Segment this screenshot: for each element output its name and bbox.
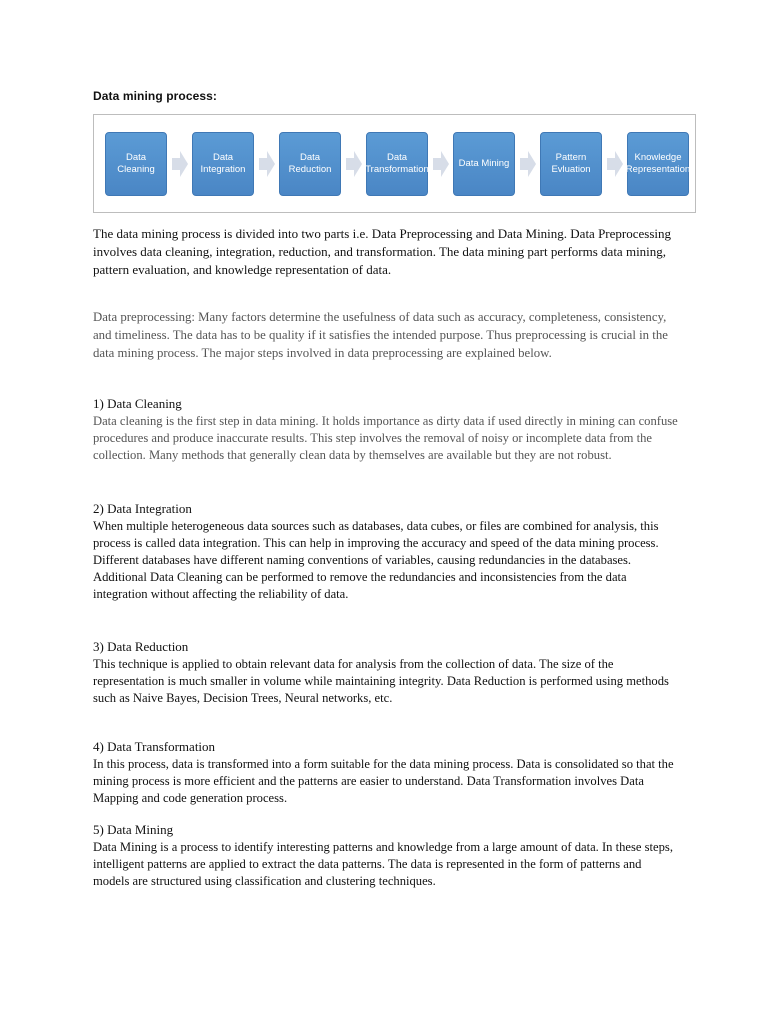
- section-body: Data Mining is a process to identify interesting patterns and knowledge from a large amount of data. In these steps, intelligent patterns are applied to extract the data patterns. The data is represented in the form of patterns and models are structured using classification and clustering techniques.: [93, 840, 673, 888]
- section-data-transformation: [93, 738, 678, 807]
- arrow-right-icon: [167, 132, 192, 196]
- arrow-right-icon: [254, 132, 279, 196]
- page-title: Data mining process:: [93, 89, 218, 103]
- intro-paragraph: The data mining process is divided into two parts i.e. Data Preprocessing and Data Mining. Data Preprocessing involves data cleaning, integration, reduction, and transformation. The data mining part performs data mining, pattern evaluation, and knowledge representation of data.: [93, 226, 672, 277]
- step-data-cleaning: Data Cleaning: [105, 132, 167, 196]
- preprocessing-paragraph: Data preprocessing: Many factors determine the usefulness of data such as accuracy, completeness, consistency, and timeliness. The data has to be quality if it satisfies the intended purpose. Thus preprocessing is crucial in the data mining process. The major steps involved in data preprocessing are explained below.: [93, 310, 668, 360]
- section-title: 3) Data Reduction: [93, 639, 189, 654]
- section-data-cleaning: [93, 395, 678, 464]
- step-data-integration: Data Integration: [192, 132, 254, 196]
- section-body: In this process, data is transformed into a form suitable for the data mining process. Data is consolidated so that the mining process is more efficient and the patterns are easier to understand. Data Transformation involves Data Mapping and code generation process.: [93, 757, 674, 805]
- section-data-mining: [93, 821, 678, 890]
- section-data-integration: [93, 500, 678, 603]
- section-title: 4) Data Transformation: [93, 739, 216, 754]
- arrow-right-icon: [341, 132, 366, 196]
- process-diagram: [93, 114, 696, 213]
- process-flow: [105, 132, 689, 196]
- section-title: 2) Data Integration: [93, 501, 192, 516]
- section-body: This technique is applied to obtain relevant data for analysis from the collection of data. The size of the representation is much smaller in volume while maintaining integrity. Data Reduction is performed using methods such as Naive Bayes, Decision Trees, Neural networks, etc.: [93, 657, 669, 705]
- section-title: 5) Data Mining: [93, 822, 174, 837]
- step-knowledge-representation: Knowledge Representation: [627, 132, 689, 196]
- step-data-transformation: Data Transformation: [366, 132, 428, 196]
- arrow-right-icon: [515, 132, 540, 196]
- arrow-right-icon: [602, 132, 627, 196]
- step-pattern-evaluation: Pattern Evluation: [540, 132, 602, 196]
- section-title: 1) Data Cleaning: [93, 396, 182, 411]
- section-body: When multiple heterogeneous data sources such as databases, data cubes, or files are combined for analysis, this process is called data integration. This can help in improving the accuracy and speed of the data mining process. Different databases have different naming conventions of variables, causing redundancies in the databases. Additional Data Cleaning can be performed to remove the redundancies and inconsistencies from the data integration without affecting the reliability of data.: [93, 519, 659, 601]
- step-data-mining: Data Mining: [453, 132, 515, 196]
- section-body: Data cleaning is the first step in data mining. It holds importance as dirty data if used directly in mining can confuse procedures and produce inaccurate results. This step involves the removal of noisy or incomplete data from the collection. Many methods that generally clean data by themselves are available but they are not robust.: [93, 414, 678, 462]
- step-data-reduction: Data Reduction: [279, 132, 341, 196]
- arrow-right-icon: [428, 132, 453, 196]
- section-data-reduction: [93, 638, 678, 707]
